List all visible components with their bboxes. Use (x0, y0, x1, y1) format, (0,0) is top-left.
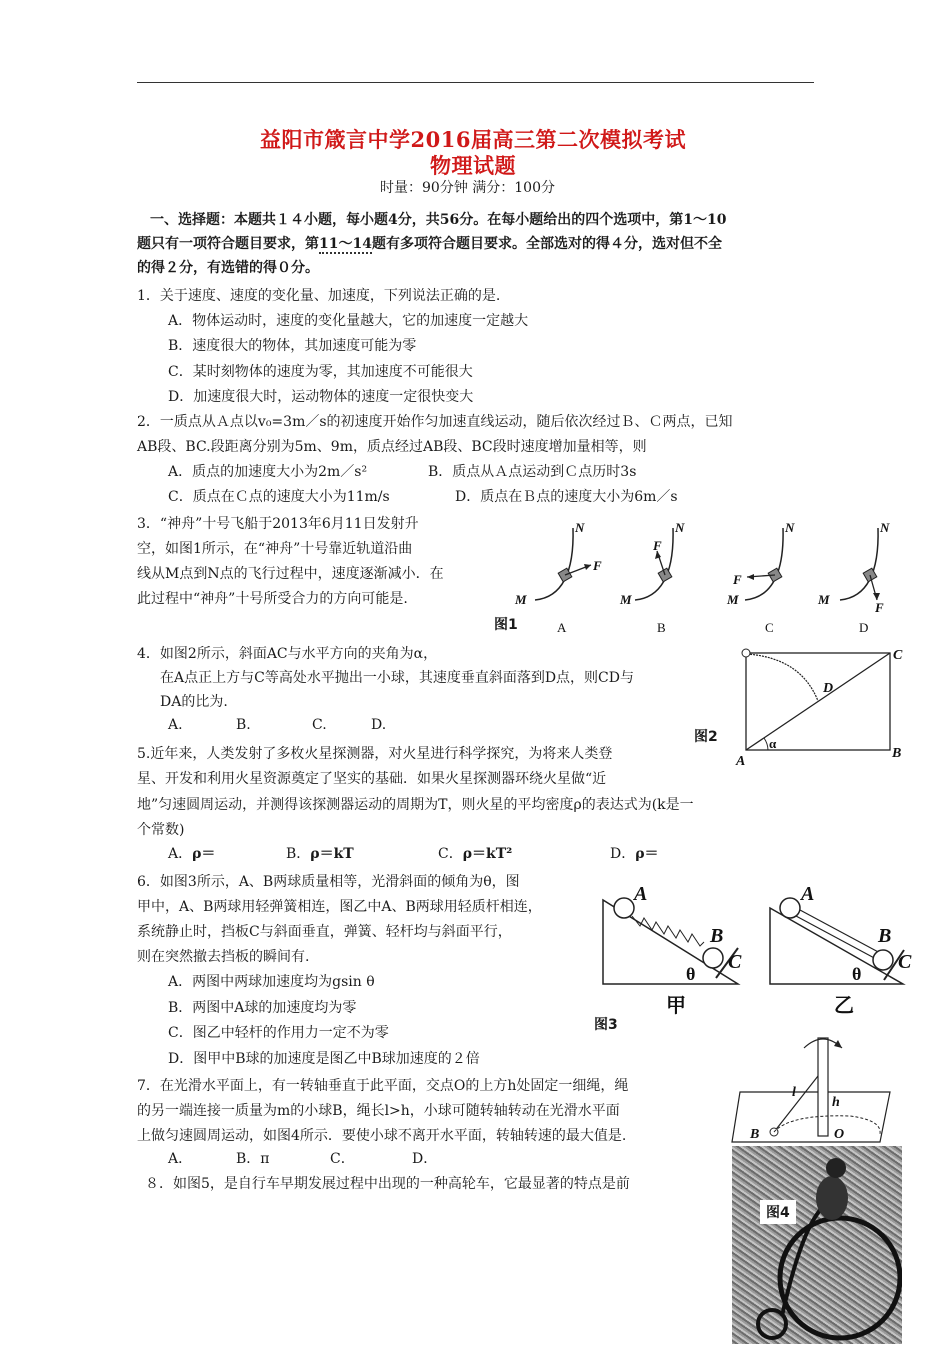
q5-d-formula: ρ＝ (635, 846, 659, 862)
q2-option-d: D．质点在Ｂ点的速度大小为6m／s (455, 489, 678, 505)
exam-title: 益阳市箴言中学2016届高三第二次模拟考试 (260, 127, 686, 152)
q1-option-d: D．加速度很大时，运动物体的速度一定很快变大 (168, 389, 474, 405)
q5-line4: 个常数) (137, 822, 185, 838)
fig1-a-label: A (557, 620, 567, 635)
q3-line4: 此过程中“神舟”十号所受合力的方向可能是. (137, 591, 408, 607)
section1-line3: 的得２分，有选错的得０分。 (137, 260, 319, 276)
figure-1-diagram (505, 518, 905, 640)
fig3-jia-label: 甲 (666, 995, 686, 1017)
fig1-a-n: N (575, 520, 585, 535)
fig1-panel-d (817, 520, 890, 635)
q6-line2: 甲中，A、B两球用轻弹簧相连，图乙中A、B两球用轻质杆相连， (137, 899, 542, 915)
q5-option-c (438, 842, 512, 866)
q5-b-label: B． (286, 846, 311, 862)
fig3-jia-theta: θ (686, 964, 696, 984)
figure-2-diagram (733, 640, 913, 770)
fig4-o: O (834, 1127, 845, 1142)
q7-option-d: D． (412, 1151, 438, 1167)
q5-a-formula: ρ＝ (192, 846, 216, 862)
fig1-c-n: N (785, 520, 795, 535)
q7-option-b: B．π (236, 1151, 270, 1167)
fig3-caption: 图3 (594, 1017, 618, 1033)
q4-option-b: B. (236, 717, 251, 733)
section1-emphasis: 11～14 (319, 236, 372, 252)
fig3-yi-c: C (898, 951, 912, 973)
fig3-yi-theta: θ (852, 964, 862, 984)
q1-stem: 1．关于速度、速度的变化量、加速度，下列说法正确的是. (137, 288, 501, 304)
q4-line1: 4．如图2所示，斜面AC与水平方向的夹角为α， (137, 646, 438, 662)
fig1-panel-c (726, 520, 795, 635)
q6-option-c: C．图乙中轻杆的作用力一定不为零 (168, 1025, 389, 1041)
q7-line2: 的另一端连接一质量为m的小球B，绳长l>h，小球可随转轴转动在光滑水平面 (137, 1103, 620, 1119)
q1-option-b: B．速度很大的物体，其加速度可能为零 (168, 338, 417, 354)
fig2-pt-a: A (736, 754, 746, 769)
fig3-yi-a: A (801, 883, 815, 905)
q7-line3: 上做匀速圆周运动，如图4所示．要使小球不离开水平面，转轴转速的最大值是. (137, 1128, 627, 1144)
fig1-caption: 图1 (494, 617, 518, 633)
fig3-yi-label: 乙 (834, 995, 854, 1017)
fig3-yi-b: B (878, 925, 892, 947)
q6-option-d: D．图甲中B球的加速度是图乙中B球加速度的２倍 (168, 1051, 480, 1067)
fig2-pt-c: C (893, 648, 903, 663)
q2-option-a: A．质点的加速度大小为2m／s² (168, 464, 368, 480)
q1-option-c: C．某时刻物体的速度为零，其加速度不可能很大 (168, 364, 473, 380)
top-rule (137, 82, 814, 83)
high-wheel-bicycle-photo (732, 1146, 902, 1344)
q5-option-b (286, 842, 354, 866)
fig3-jia-b: B (710, 925, 724, 947)
q5-line1: 5.近年来，人类发射了多枚火星探测器，对火星进行科学探究，为将来人类登 (137, 746, 613, 762)
q8-line1: ８．如图5，是自行车早期发展过程中出现的一种高轮车，它最显著的特点是前 (145, 1176, 630, 1192)
q7-line1: 7．在光滑水平面上，有一转轴垂直于此平面，交点O的上方h处固定一细绳，绳 (137, 1078, 629, 1094)
fig3-jia (603, 883, 742, 1017)
q1-option-a: A．物体运动时，速度的变化量越大，它的加速度一定越大 (168, 313, 529, 329)
fig1-b-label: B (657, 620, 666, 635)
q5-option-a (168, 842, 215, 866)
q6-line1: 6．如图3所示，A、B两球质量相等，光滑斜面的倾角为θ，图 (137, 874, 520, 890)
fig4-b: B (750, 1127, 760, 1142)
q2-option-b: B．质点从Ａ点运动到Ｃ点历时3s (428, 464, 637, 480)
fig1-b-f: F (653, 538, 662, 553)
figure-4-diagram (730, 1030, 900, 1148)
q5-a-label: A． (168, 846, 193, 862)
q2-line1: 2．一质点从Ａ点以v₀=3m／s的初速度开始作匀加速直线运动，随后依次经过Ｂ、Ｃ两点，已知 (137, 414, 733, 430)
q4-option-c: C. (312, 717, 327, 733)
section1-line2a: 题只有一项符合题目要求，第 (137, 236, 319, 252)
fig1-d-f: F (875, 600, 884, 615)
fig1-b-n: N (675, 520, 685, 535)
fig1-panel-a (514, 520, 602, 635)
fig4-l: l (792, 1085, 796, 1100)
fig1-a-m: M (515, 592, 527, 607)
section1-line2 (137, 232, 722, 256)
q4-line3: DA的比为. (160, 694, 228, 710)
q5-c-formula: ρ＝kT² (462, 846, 513, 862)
q5-c-label: C． (438, 846, 463, 862)
q3-line1: 3．“神舟”十号飞船于2013年6月11日发射升 (137, 516, 419, 532)
fig4-caption: 图4 (760, 1200, 796, 1224)
q6-line3: 系统静止时，挡板C与斜面垂直，弹簧、轻杆均与斜面平行， (137, 924, 512, 940)
q4-option-a: A. (168, 717, 183, 733)
q5-d-label: D． (610, 846, 636, 862)
fig3-jia-a: A (634, 883, 648, 905)
fig2-pt-b: B (892, 746, 902, 761)
bicycle-sketch (732, 1146, 902, 1344)
exam-meta: 时量：90分钟 满分：100分 (380, 180, 555, 196)
fig2-caption: 图2 (694, 729, 718, 745)
q6-line4: 则在突然撤去挡板的瞬间有. (137, 949, 310, 965)
q5-line3: 地”匀速圆周运动，并测得该探测器运动的周期为T，则火星的平均密度ρ的表达式为(k是一 (137, 797, 694, 813)
section1-line1: 一、选择题：本题共１４小题，每小题4分，共56分。在每小题给出的四个选项中，第1～10 (150, 212, 727, 228)
fig1-d-label: D (859, 620, 869, 635)
q5-line2: 星、开发和利用火星资源奠定了坚实的基础．如果火星探测器环绕火星做“近 (137, 771, 607, 787)
fig1-a-f: F (593, 558, 602, 573)
q4-option-d: D. (371, 717, 387, 733)
q3-line3: 线从M点到N点的飞行过程中，速度逐渐减小．在 (137, 566, 444, 582)
fig2-angle: α (769, 736, 777, 751)
q4-line2: 在A点正上方与C等高处水平抛出一小球，其速度垂直斜面落到D点，则CD与 (160, 670, 634, 686)
q6-option-b: B．两图中A球的加速度均为零 (168, 1000, 357, 1016)
q5-option-d (610, 842, 659, 866)
q2-line2: AB段、BC.段距离分别为5m、9m，质点经过AB段、BC段时速度增加量相等，则 (137, 439, 647, 455)
exam-subtitle: 物理试题 (430, 153, 516, 178)
q7-option-c: C． (330, 1151, 355, 1167)
q7-option-a: A． (168, 1151, 193, 1167)
fig1-c-m: M (727, 592, 739, 607)
q3-line2: 空，如图1所示，在“神舟”十号靠近轨道沿曲 (137, 541, 413, 557)
fig1-b-m: M (620, 592, 632, 607)
fig1-c-f: F (733, 572, 742, 587)
fig2-pt-d: D (823, 681, 834, 696)
fig3-yi (770, 883, 912, 1017)
fig1-d-n: N (880, 520, 890, 535)
figure-3-diagram (598, 878, 918, 1018)
fig1-panel-b (619, 520, 685, 635)
q6-option-a: A．两图中两球加速度均为gsin θ (168, 974, 375, 990)
section1-line2b: 题有多项符合题目要求。全部选对的得４分，选对但不全 (371, 236, 722, 252)
q2-option-c: C．质点在Ｃ点的速度大小为11m/s (168, 489, 390, 505)
q5-b-formula: ρ＝kT (310, 846, 354, 862)
fig4-h: h (832, 1095, 840, 1110)
fig1-c-label: C (765, 620, 774, 635)
fig1-d-m: M (818, 592, 830, 607)
fig3-jia-c: C (728, 951, 742, 973)
